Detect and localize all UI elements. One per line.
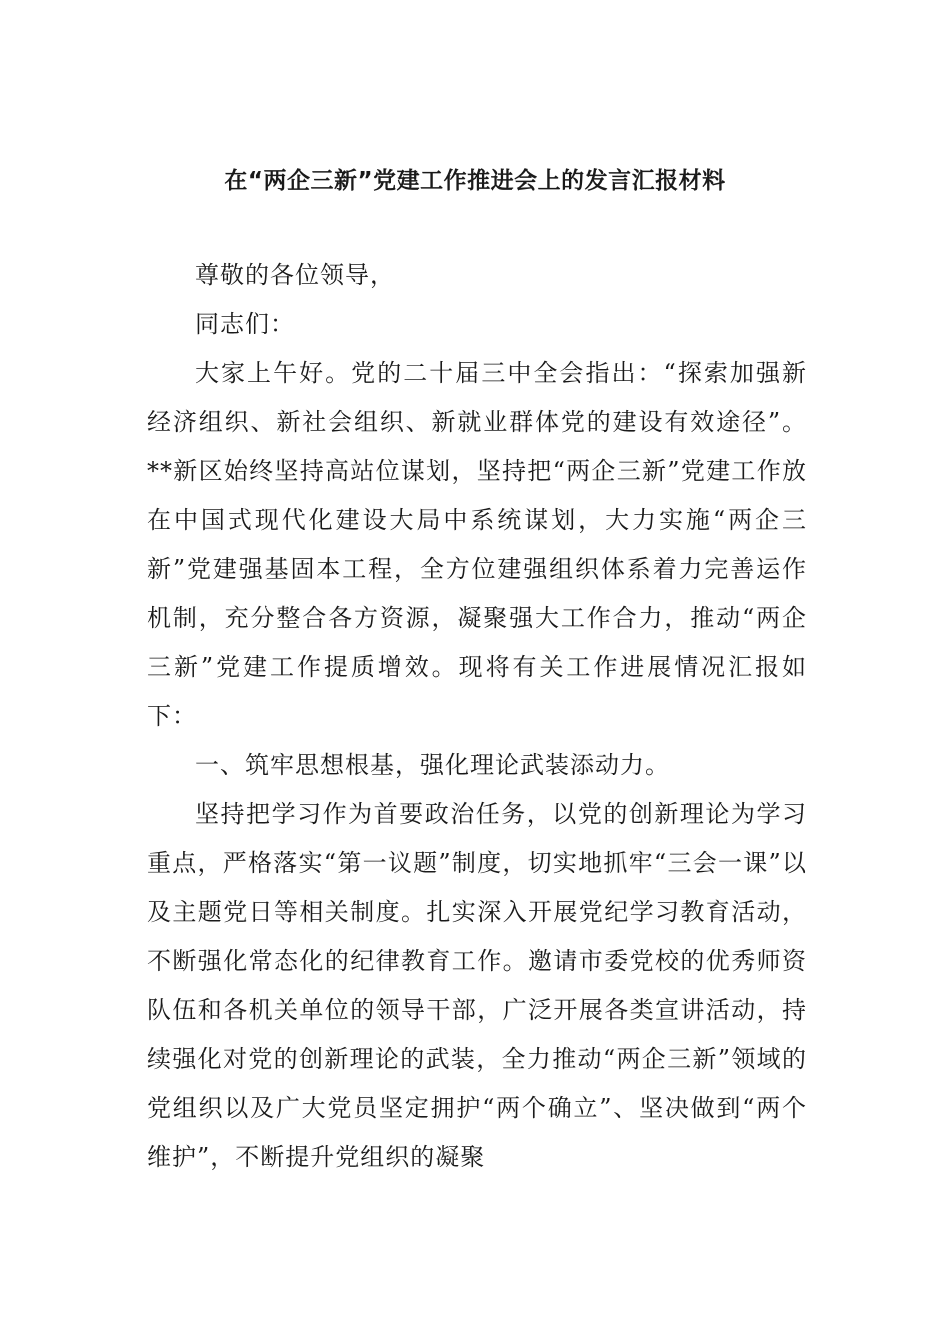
body-paragraph: 大家上午好。党的二十届三中全会指出：“探索加强新经济组织、新社会组织、新就业群体党的建设有效途径”。**新区始终坚持高站位谋划，坚持把“两企三新”党建工作放在中国式现代化建设大局中系统谋划，大力实施“两企三新”党建强基固本工程，全方位建强组织体系着力完善运作机制，充分整合各方资源，凝聚强大工作合力，推动“两企三新”党建工作提质增效。现将有关工作进展情况汇报如下：: [147, 359, 807, 730]
document-body: [147, 251, 807, 1182]
section-heading: 一、筑牢思想根基，强化理论武装添动力。: [195, 751, 670, 779]
salutation-line: 同志们：: [195, 310, 295, 338]
document-title: 在“两企三新”党建工作推进会上的发言汇报材料: [224, 168, 726, 194]
salutation-line: 尊敬的各位领导，: [195, 261, 395, 289]
body-paragraph: 坚持把学习作为首要政治任务，以党的创新理论为学习重点，严格落实“第一议题”制度，切实地抓牢“三会一课”以及主题党日等相关制度。扎实深入开展党纪学习教育活动，不断强化常态化的纪律教育工作。邀请市委党校的优秀师资队伍和各机关单位的领导干部，广泛开展各类宣讲活动，持续强化对党的创新理论的武装，全力推动“两企三新”领域的党组织以及广大党员坚定拥护“两个确立”、坚决做到“两个维护”，不断提升党组织的凝聚: [147, 800, 807, 1171]
